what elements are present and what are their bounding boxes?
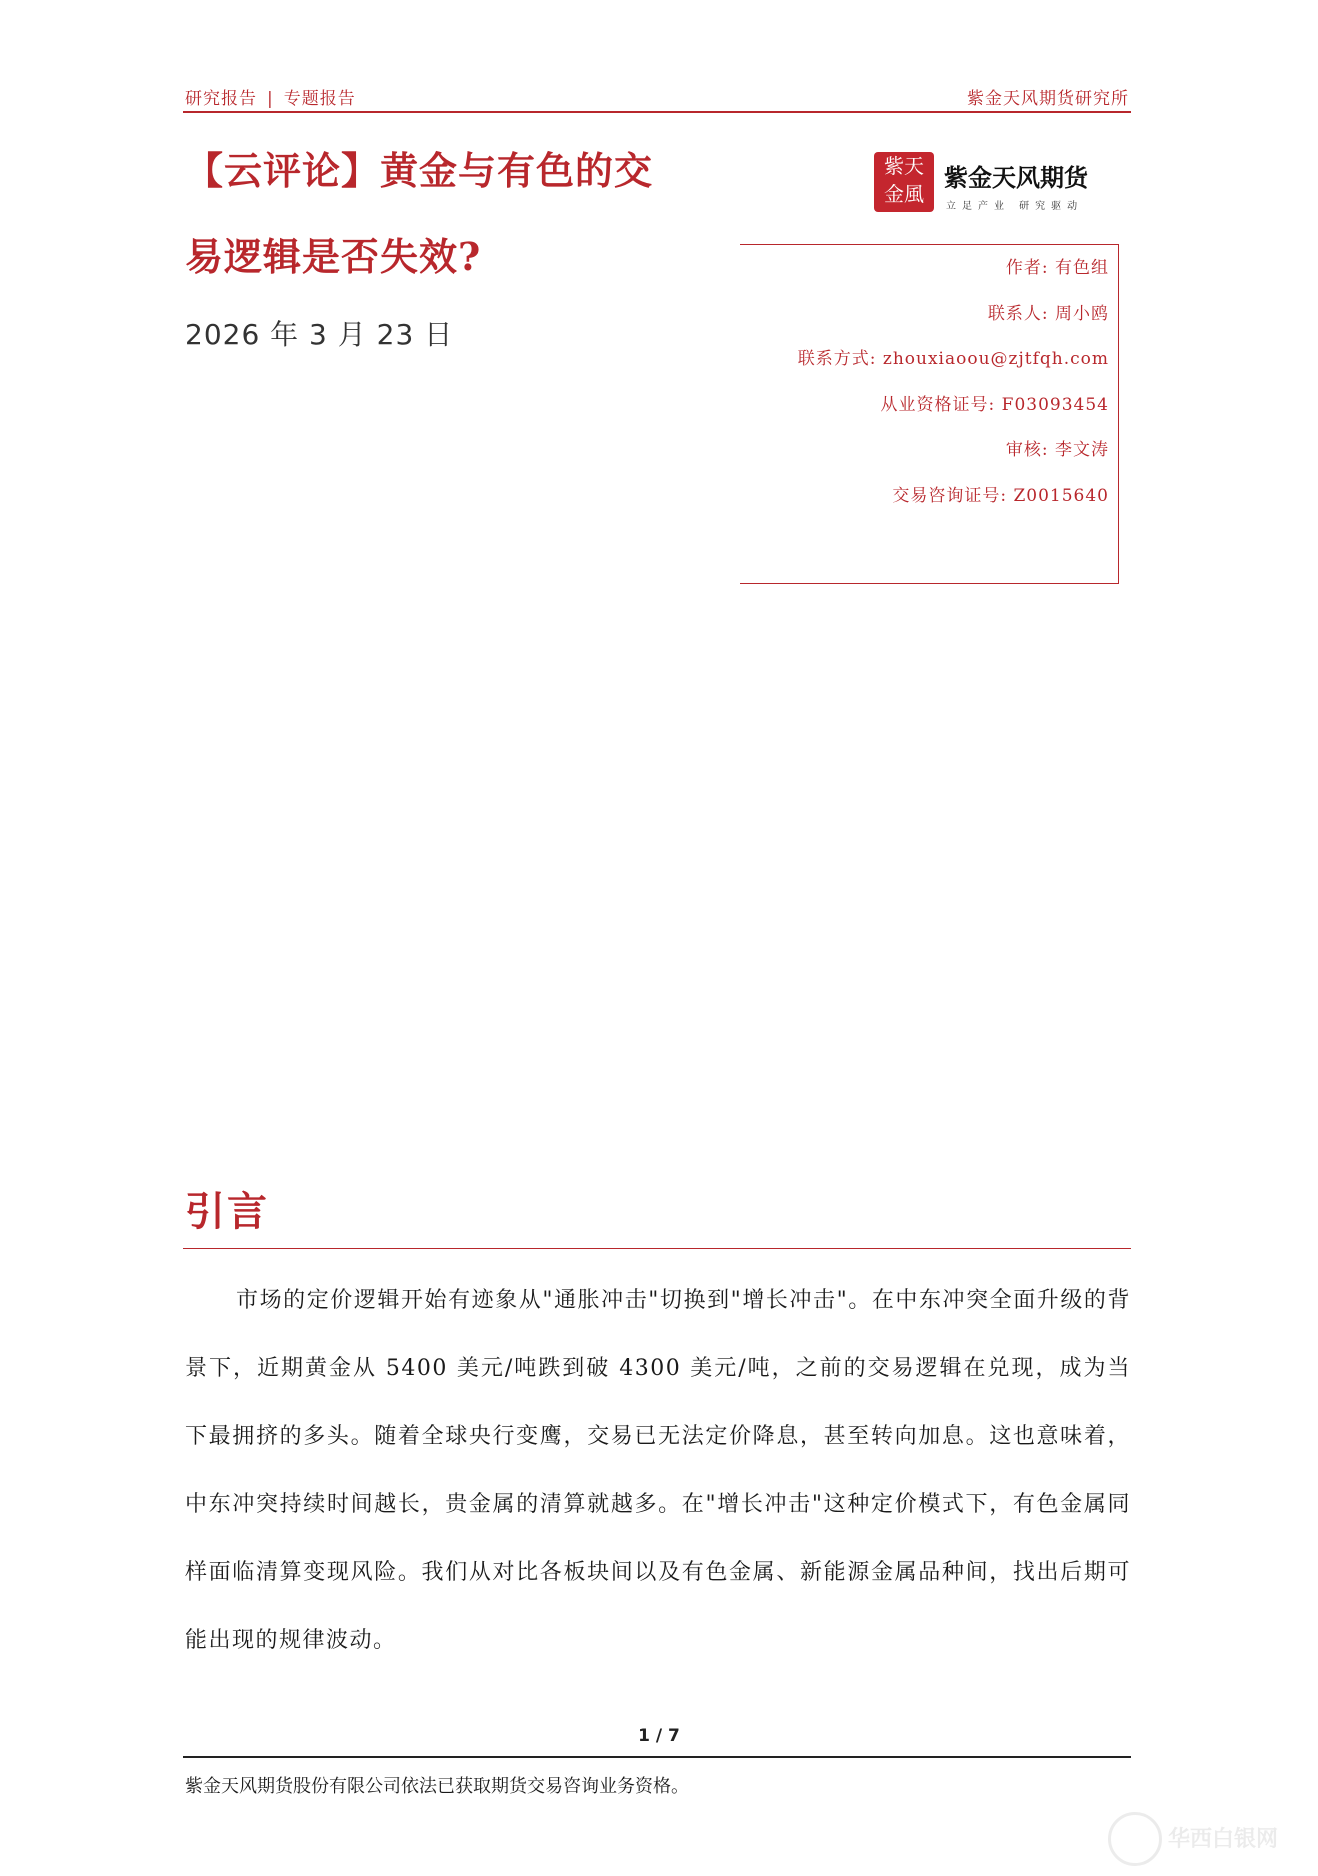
footer-divider <box>183 1756 1131 1758</box>
header-organization: 紫金天风期货研究所 <box>967 89 1129 109</box>
qualification-number: 从业资格证号: F03093454 <box>880 394 1109 415</box>
author-group: 作者: 有色组 <box>1005 258 1109 278</box>
logo-seal-icon <box>874 152 934 212</box>
author-info-list <box>798 255 1109 529</box>
reviewer: 审核: 李文涛 <box>1005 440 1109 461</box>
consulting-license-number: 交易咨询证号: Z0015640 <box>892 485 1109 506</box>
section-title-introduction: 引言 <box>185 1188 269 1235</box>
page-number: 1 / 7 <box>638 1726 680 1746</box>
logo-tagline: 立足产业 研究驱动 <box>946 201 1084 212</box>
logo-seal-row: 金風 <box>884 182 924 206</box>
header-report-type: 专题报告 <box>283 89 356 109</box>
report-date: 2026 年 3 月 23 日 <box>185 318 454 351</box>
company-logo <box>874 152 1106 218</box>
watermark-text: 华西白银网 <box>1168 1827 1279 1852</box>
contact-person: 联系人: 周小鸥 <box>987 303 1109 324</box>
logo-seal-row: 紫天 <box>884 154 924 178</box>
report-title-line-1: 【云评论】黄金与有色的交 <box>185 148 654 193</box>
header-separator: | <box>267 89 274 109</box>
report-title-line-2: 易逻辑是否失效? <box>185 234 482 279</box>
watermark <box>1108 1810 1308 1866</box>
header-category-label: 研究报告 <box>185 89 257 109</box>
logo-company-name: 紫金天风期货 <box>944 164 1088 192</box>
introduction-paragraph: 市场的定价逻辑开始有迹象从"通胀冲击"切换到"增长冲击"。在中东冲突全面升级的背景下，近期黄金从 5400 美元/吨跌到破 4300 美元/吨，之前的交易逻辑在兑现，成为当下最拥挤的多头。随着全球央行变鹰，交易已无法定价降息，甚至转向加息。这也意味着，中东冲突持续时间越长，贵金属的清算就越多。在"增长冲击"这种定价模式下，有色金属同样面临清算变现风险。我们从对比各板块间以及有色金属、新能源金属品种间，找出后期可能出现的规律波动。 <box>185 1288 1131 1653</box>
section-divider <box>183 1248 1131 1249</box>
header-divider <box>183 111 1131 113</box>
contact-email: 联系方式: zhouxiaoou@zjtfqh.com <box>797 349 1109 370</box>
header-category <box>185 84 356 109</box>
watermark-logo-icon <box>1108 1812 1162 1866</box>
footer-disclaimer: 紫金天风期货股份有限公司依法已获取期货交易咨询业务资格。 <box>185 1776 689 1797</box>
